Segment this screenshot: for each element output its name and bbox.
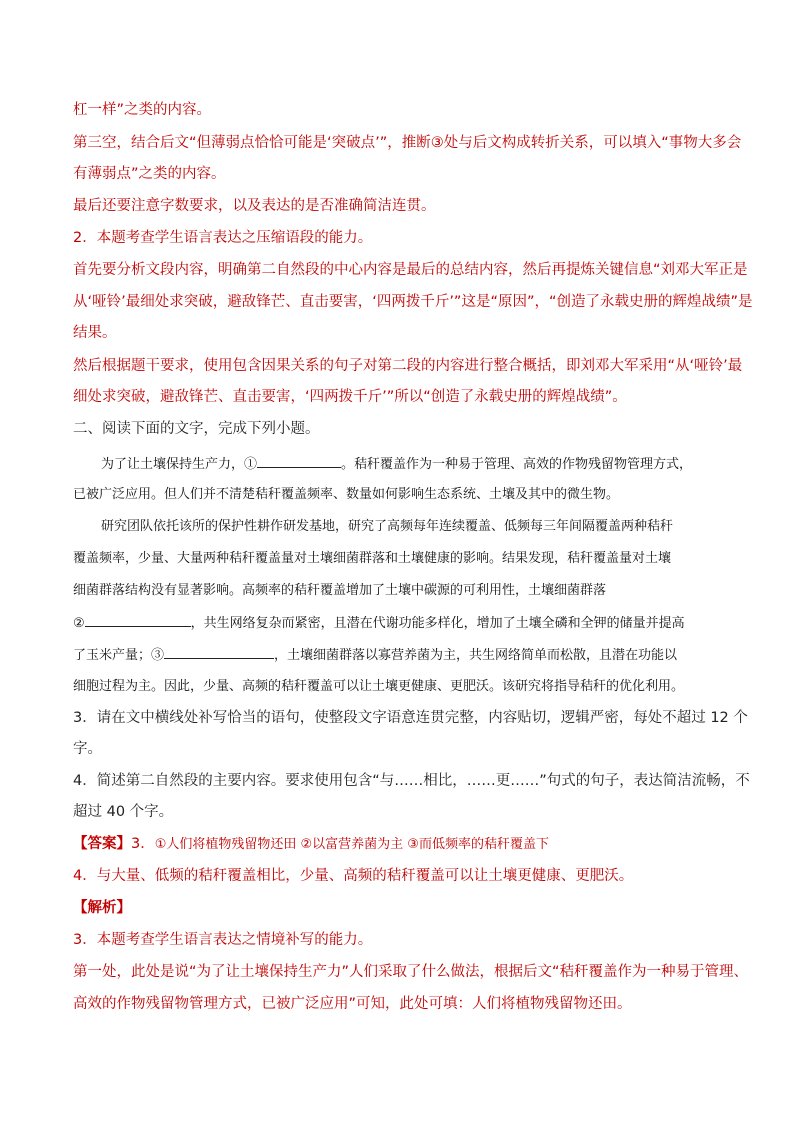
passage-line: 研究团队依托该所的保护性耕作研发基地，研究了高频每年连续覆盖、低频每三年间隔覆盖两种秸秆 [101,519,674,534]
passage-line: ② ，共生网络复杂而紧密，且潜在代谢功能多样化，增加了土壤全磷和全钾的储量并提高 [73,612,685,634]
text-line: 第三空，结合后文“但薄弱点恰恰可能是‘突破点’”，推断③处与后文构成转折关系，可以填入“事物大多会 [73,135,742,151]
passage-line: 细胞过程为主。因此，少量、高频的秸秆覆盖可以让土壤更健康、更肥沃。该研究将指导秸秆的优化利用。 [73,679,685,694]
question-line: 4．简述第二自然段的主要内容。要求使用包含“与……相比，……更……”句式的句子，表达简洁流畅，不 [73,773,750,789]
blank-3 [164,644,274,659]
passage-line: 覆盖频率，少量、大量两种秸秆覆盖量对土壤细菌群落和土壤健康的影响。结果发现，秸秆覆盖量对土壤 [73,551,672,566]
passage-line: 已被广泛应用。但人们并不清楚秸秆覆盖频率、数量如何影响生态系统、土壤及其中的微生物。 [73,487,620,502]
blank-2 [85,612,191,627]
text-line: 结果。 [73,325,117,341]
question-line: 字。 [73,741,102,757]
passage-line: 细菌群落结构没有显著影响。高频率的秸秆覆盖增加了土壤中碳源的可利用性，土壤细菌群落 [73,583,607,598]
answer-line: 【答案】3．①人们将植物残留物还田 ②以富营养菌为主 ③而低频率的秸秆覆盖下 [73,836,549,852]
text-line: 首先要分析文段内容，明确第二自然段的中心内容是最后的总结内容，然后再提炼关键信息“刘邓大军正是 [73,262,748,278]
text-line: 从‘哑铃’最细处求突破，避敌锋芒、直击要害，‘四两拨千斤’”这是“原因”，“创造了永载史册的辉煌战绩”是 [73,294,753,310]
passage-line: 为了让土壤保持生产力，① 。秸秆覆盖作为一种易于管理、高效的作物残留物管理方式， [101,453,692,475]
text-line: 然后根据题干要求，使用包含因果关系的句子对第二段的内容进行整合概括，即刘邓大军采用“从‘哑铃’最 [73,358,743,374]
answer-items: ①人们将植物残留物还田 ②以富营养菌为主 ③而低频率的秸秆覆盖下 [154,837,549,852]
analysis-label: 【解析】 [73,900,131,916]
question-line: 3．请在文中横线处补写恰当的语句，使整段文字语意连贯完整，内容贴切，逻辑严密，每处不超过 12 个 [73,710,748,726]
passage-line: 了玉米产量；③ ，土壤细菌群落以寡营养菌为主，共生网络简单而松散，且潜在功能以 [73,644,677,666]
analysis-line: 3．本题考查学生语言表达之情境补写的能力。 [73,932,373,948]
text-line: 杠一样”之类的内容。 [73,102,212,118]
question-line: 超过 40 个字。 [73,804,174,820]
answer-line: 4．与大量、低频的秸秆覆盖相比，少量、高频的秸秆覆盖可以让土壤更健康、更肥沃。 [73,868,634,884]
analysis-line: 第一处，此处是说“为了让土壤保持生产力”人们采取了什么做法，根据后文“秸秆覆盖作为一种易于管理、 [73,964,749,980]
blank-1 [257,453,341,468]
text-line: 2．本题考查学生语言表达之压缩语段的能力。 [73,230,373,246]
text-line: 细处求突破，避敌锋芒、直击要害，‘四两拨千斤’”所以“创造了永载史册的辉煌战绩”。 [73,389,627,405]
analysis-line: 高效的作物残留物管理方式，已被广泛应用”可知，此处可填：人们将植物残留物还田。 [73,996,632,1012]
text-line: 有薄弱点”之类的内容。 [73,166,226,182]
answer-label: 【答案】 [73,836,131,852]
text-line: 最后还要注意字数要求，以及表达的是否准确简洁连贯。 [73,198,436,214]
section-heading: 二、阅读下面的文字，完成下列小题。 [73,421,320,437]
